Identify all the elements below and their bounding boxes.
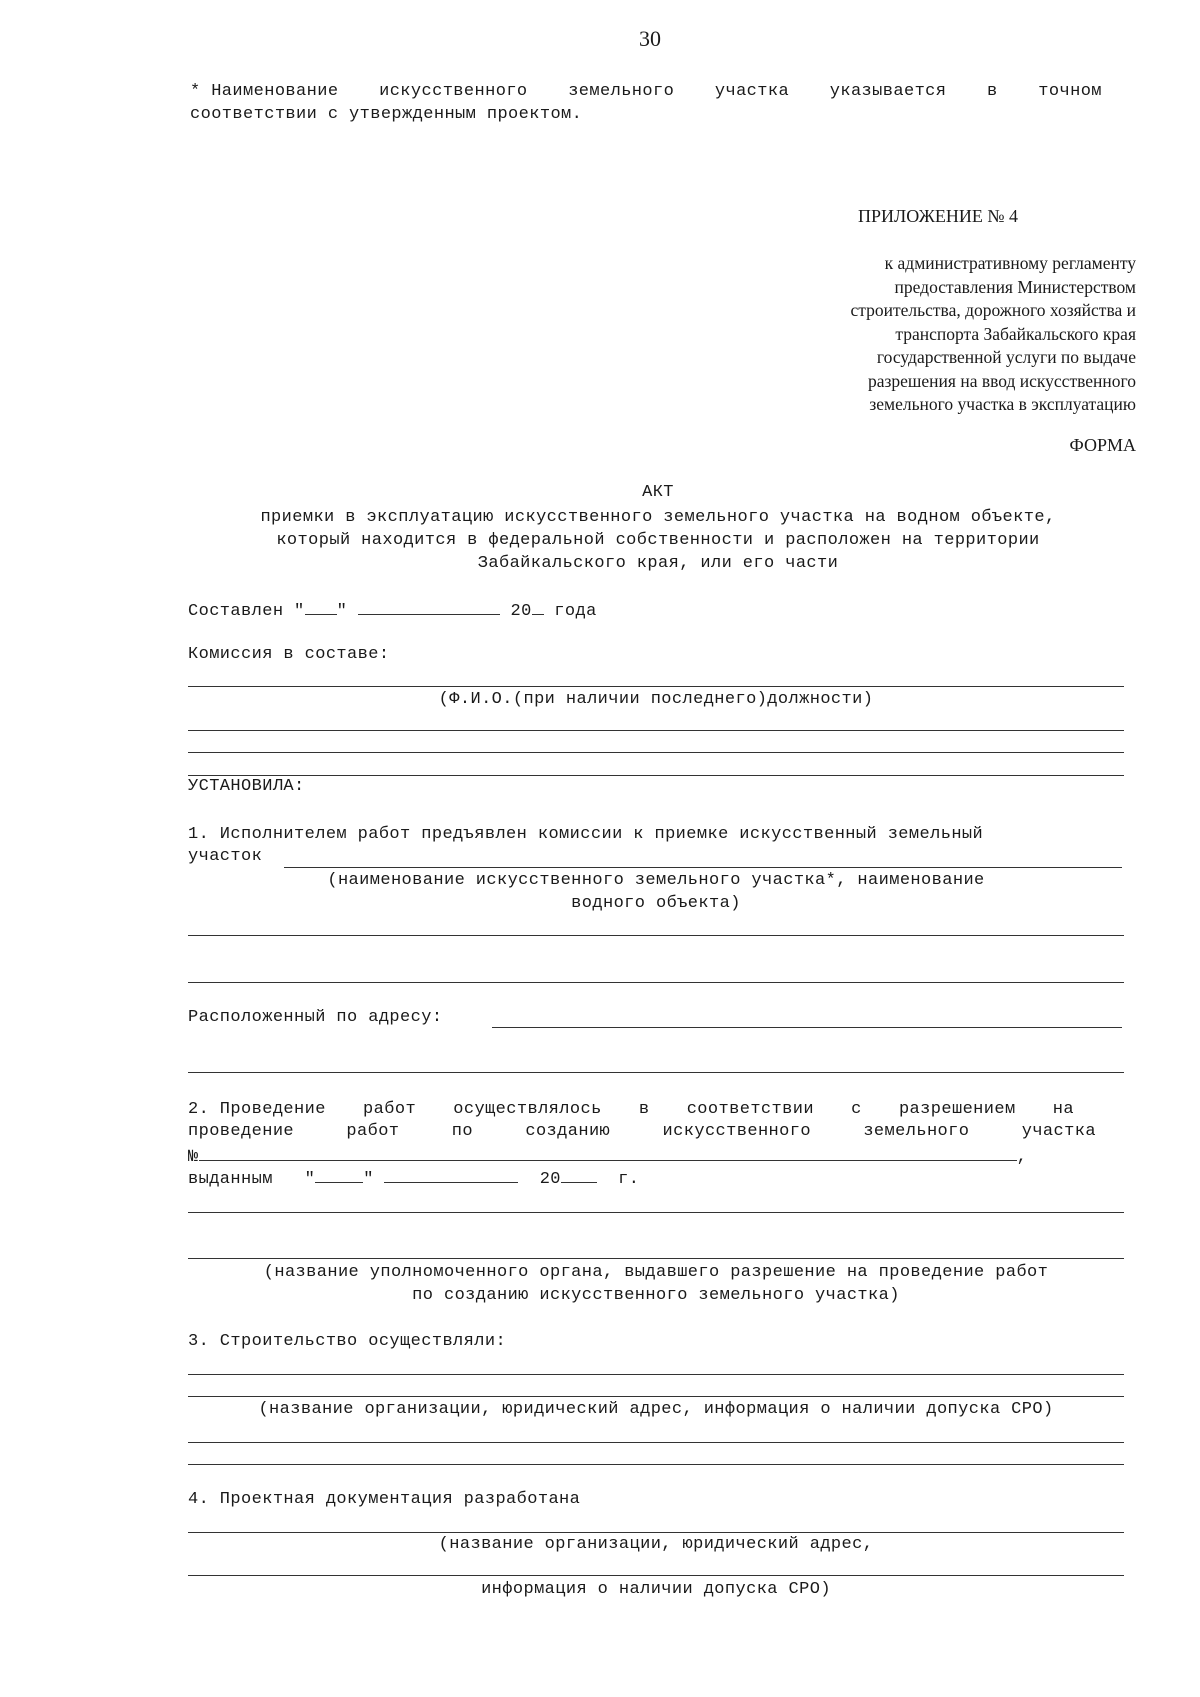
- footnote-line-2: соответствии с утвержденным проектом.: [190, 105, 583, 124]
- section2-word: работ: [363, 1100, 417, 1119]
- section2-line1: [188, 1100, 1074, 1119]
- quote-close: ": [363, 1170, 374, 1189]
- section2-word: осуществлялось: [453, 1100, 602, 1119]
- number-sign: №: [188, 1148, 199, 1167]
- issued-month-field[interactable]: [384, 1166, 518, 1183]
- section4-caption-2: информация о наличии допуска СРО): [481, 1580, 831, 1599]
- section1-line2-label: участок: [188, 847, 263, 866]
- composed-label: Составлен: [188, 602, 284, 621]
- section2-word: участка: [1021, 1122, 1096, 1141]
- section2-caption-line: (название уполномоченного органа, выдавшего разрешение на проведение работ: [263, 1263, 1049, 1282]
- section2-word: разрешением: [898, 1100, 1016, 1119]
- address-field-2[interactable]: [188, 1072, 1124, 1073]
- section1-line1: 1. Исполнителем работ предъявлен комиссии к приемке искусственный земельный: [188, 825, 984, 844]
- year-suffix: года: [554, 602, 597, 621]
- act-subtitle-line: который находится в федеральной собственности и расположен на территории: [276, 531, 1040, 550]
- issued-year-field[interactable]: [561, 1166, 597, 1183]
- page-number: 30: [639, 26, 661, 51]
- year-field[interactable]: [532, 598, 544, 615]
- appendix-line: разрешения на ввод искусственного: [867, 370, 1136, 391]
- issued-label: выданным: [188, 1170, 273, 1189]
- comma: ,: [1016, 1148, 1028, 1167]
- section1-field-2[interactable]: [188, 935, 1124, 936]
- land-plot-name-field[interactable]: [284, 867, 1122, 868]
- footnote-word: земельного: [568, 82, 675, 101]
- builder-field-4[interactable]: [188, 1464, 1124, 1465]
- footnote-word: * Наименование: [190, 82, 339, 101]
- section3-caption: (название организации, юридический адрес, информация о наличии допуска СРО): [258, 1400, 1054, 1419]
- commission-field-3[interactable]: [188, 752, 1124, 753]
- address-label: Расположенный по адресу:: [188, 1008, 443, 1027]
- section1-caption-line: водного объекта): [571, 894, 741, 913]
- issued-day-field[interactable]: [315, 1166, 363, 1183]
- act-subtitle: [188, 506, 1128, 575]
- act-title: АКТ: [642, 483, 674, 502]
- section2-word: 2. Проведение: [188, 1100, 326, 1119]
- section2-word: на: [1052, 1100, 1074, 1119]
- day-field[interactable]: [305, 598, 337, 615]
- section2-word: соответствии: [686, 1100, 814, 1119]
- commission-field-2[interactable]: [188, 730, 1124, 731]
- designer-field-2[interactable]: [188, 1575, 1124, 1576]
- appendix-line: предоставления Министерством: [894, 276, 1136, 297]
- section2-line2: [188, 1122, 1096, 1141]
- commission-label: Комиссия в составе:: [188, 645, 390, 664]
- section3-label: 3. Строительство осуществляли:: [188, 1332, 507, 1351]
- section2-word: по: [451, 1122, 473, 1141]
- section2-word: работ: [346, 1122, 400, 1141]
- footnote-word: искусственного: [379, 82, 528, 101]
- section1-caption-line: (наименование искусственного земельного участка*, наименование: [327, 871, 985, 890]
- footnote-word: указывается: [829, 82, 947, 101]
- footnote-word: точном: [1038, 82, 1102, 101]
- section2-word: искусственного: [662, 1122, 811, 1141]
- act-subtitle-line: Забайкальского края, или его части: [477, 554, 839, 573]
- appendix-line: к административному регламенту: [884, 253, 1136, 273]
- builder-field-3[interactable]: [188, 1442, 1124, 1443]
- month-field[interactable]: [358, 598, 500, 615]
- issuing-authority-field-1[interactable]: [188, 1212, 1124, 1213]
- appendix-description: [700, 252, 1136, 417]
- established-label: УСТАНОВИЛА:: [188, 777, 305, 796]
- act-subtitle-line: приемки в эксплуатацию искусственного земельного участка на водном объекте,: [260, 508, 1056, 527]
- section4-label: 4. Проектная документация разработана: [188, 1490, 581, 1509]
- appendix-line: строительства, дорожного хозяйства и: [850, 300, 1136, 320]
- footnote-word: в: [987, 82, 998, 101]
- quote-open: ": [304, 1170, 316, 1189]
- issued-line: [188, 1166, 639, 1189]
- section2-word: земельного: [863, 1122, 970, 1141]
- year-prefix: 20: [510, 602, 532, 621]
- quote-open: ": [294, 602, 305, 621]
- appendix-line: транспорта Забайкальского края: [895, 323, 1136, 344]
- designer-field-1[interactable]: [188, 1532, 1124, 1533]
- permit-number-line: [188, 1144, 1027, 1167]
- address-field[interactable]: [492, 1027, 1122, 1028]
- commission-field-1[interactable]: [188, 686, 1124, 687]
- footnote-line-1: [190, 82, 1102, 101]
- section2-word: созданию: [525, 1122, 611, 1141]
- appendix-title: ПРИЛОЖЕНИЕ № 4: [858, 206, 1019, 226]
- quote-close: ": [336, 602, 348, 621]
- builder-field-1[interactable]: [188, 1374, 1124, 1375]
- commission-caption: (Ф.И.О.(при наличии последнего)должности): [438, 690, 874, 709]
- year-suffix: г.: [618, 1170, 640, 1189]
- form-label: ФОРМА: [1069, 435, 1136, 455]
- permit-number-field[interactable]: [199, 1144, 1017, 1161]
- section2-word: в: [638, 1100, 650, 1119]
- section1-field-3[interactable]: [188, 982, 1124, 983]
- section2-caption-line: по созданию искусственного земельного участка): [412, 1286, 900, 1305]
- appendix-line: государственной услуги по выдаче: [876, 347, 1136, 367]
- year-prefix: 20: [539, 1170, 561, 1189]
- builder-field-2[interactable]: [188, 1396, 1124, 1397]
- section2-word: с: [851, 1100, 862, 1119]
- section4-caption-1: (название организации, юридический адрес,: [438, 1535, 874, 1554]
- issuing-authority-field-2[interactable]: [188, 1258, 1124, 1259]
- commission-field-4[interactable]: [188, 775, 1124, 776]
- section2-word: проведение: [188, 1122, 295, 1141]
- section2-caption: [188, 1261, 1124, 1307]
- section1-caption: [188, 869, 1124, 915]
- appendix-line: земельного участка в эксплуатацию: [869, 394, 1136, 414]
- composed-line: [188, 598, 597, 621]
- footnote-word: участка: [714, 82, 790, 101]
